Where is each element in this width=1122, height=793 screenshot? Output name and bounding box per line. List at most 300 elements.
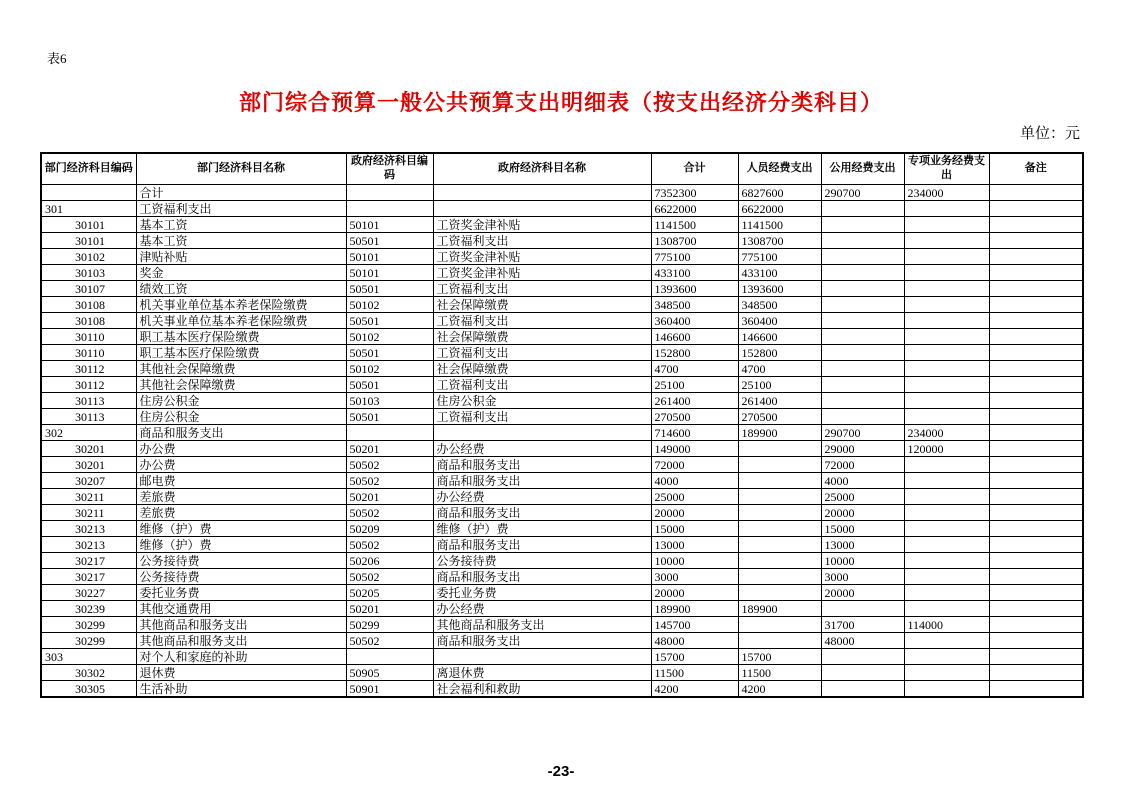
dept-code-cell: 30207 [41, 473, 136, 489]
gov-code-cell: 50501 [346, 313, 433, 329]
gov-code-cell: 50502 [346, 569, 433, 585]
table-row [41, 585, 1083, 601]
gov-name-cell: 公务接待费 [433, 553, 651, 569]
total-cell: 146600 [651, 329, 738, 345]
table-row [41, 217, 1083, 233]
remarks-cell [989, 281, 1083, 297]
special-expense-cell [904, 201, 989, 217]
public-expense-cell: 4000 [821, 473, 904, 489]
dept-code-cell [41, 185, 136, 201]
personnel-expense-cell: 189900 [738, 425, 821, 441]
public-expense-cell [821, 297, 904, 313]
total-cell: 348500 [651, 297, 738, 313]
table-row [41, 681, 1083, 698]
total-cell: 20000 [651, 585, 738, 601]
public-expense-cell: 3000 [821, 569, 904, 585]
public-expense-cell: 10000 [821, 553, 904, 569]
gov-name-cell: 商品和服务支出 [433, 569, 651, 585]
personnel-expense-cell [738, 569, 821, 585]
page-title: 部门综合预算一般公共预算支出明细表（按支出经济分类科目） [238, 90, 883, 115]
total-cell: 1393600 [651, 281, 738, 297]
dept-name-cell: 基本工资 [136, 233, 346, 249]
dept-name-cell: 其他社会保障缴费 [136, 361, 346, 377]
table-row [41, 537, 1083, 553]
personnel-expense-cell: 433100 [738, 265, 821, 281]
personnel-expense-cell [738, 537, 821, 553]
total-cell: 1141500 [651, 217, 738, 233]
remarks-cell [989, 649, 1083, 665]
dept-code-cell: 30113 [41, 393, 136, 409]
total-cell: 15000 [651, 521, 738, 537]
table-row [41, 345, 1083, 361]
gov-code-cell: 50501 [346, 281, 433, 297]
public-expense-cell: 25000 [821, 489, 904, 505]
total-cell: 3000 [651, 569, 738, 585]
remarks-cell [989, 505, 1083, 521]
remarks-cell [989, 297, 1083, 313]
personnel-expense-cell [738, 473, 821, 489]
special-expense-cell [904, 633, 989, 649]
table-row [41, 185, 1083, 201]
special-expense-cell [904, 361, 989, 377]
table-row [41, 329, 1083, 345]
dept-name-cell: 商品和服务支出 [136, 425, 346, 441]
remarks-cell [989, 665, 1083, 681]
table-row [41, 393, 1083, 409]
remarks-cell [989, 217, 1083, 233]
dept-name-cell: 办公费 [136, 441, 346, 457]
dept-name-cell: 基本工资 [136, 217, 346, 233]
public-expense-cell [821, 665, 904, 681]
public-expense-cell [821, 377, 904, 393]
gov-code-cell: 50103 [346, 393, 433, 409]
dept-code-cell: 30107 [41, 281, 136, 297]
total-cell: 15700 [651, 649, 738, 665]
total-cell: 775100 [651, 249, 738, 265]
dept-name-cell: 其他商品和服务支出 [136, 617, 346, 633]
gov-code-cell: 50201 [346, 441, 433, 457]
dept-name-cell: 公务接待费 [136, 553, 346, 569]
gov-name-cell: 商品和服务支出 [433, 457, 651, 473]
dept-name-cell: 办公费 [136, 457, 346, 473]
table-label: 表6 [47, 51, 67, 66]
dept-code-cell: 302 [41, 425, 136, 441]
public-expense-cell: 72000 [821, 457, 904, 473]
table-row [41, 473, 1083, 489]
gov-name-cell: 商品和服务支出 [433, 505, 651, 521]
dept-name-cell: 邮电费 [136, 473, 346, 489]
remarks-cell [989, 185, 1083, 201]
expenditure-table [40, 152, 1084, 698]
total-cell: 360400 [651, 313, 738, 329]
remarks-cell [989, 409, 1083, 425]
public-expense-cell [821, 681, 904, 698]
remarks-cell [989, 425, 1083, 441]
public-expense-cell [821, 249, 904, 265]
special-expense-cell [904, 393, 989, 409]
table-row [41, 361, 1083, 377]
personnel-expense-cell: 11500 [738, 665, 821, 681]
personnel-expense-cell [738, 457, 821, 473]
gov-name-cell: 工资福利支出 [433, 377, 651, 393]
gov-name-cell: 社会保障缴费 [433, 297, 651, 313]
special-expense-cell [904, 665, 989, 681]
gov-code-cell: 50102 [346, 329, 433, 345]
dept-name-cell: 职工基本医疗保险缴费 [136, 345, 346, 361]
header-total: 合计 [651, 153, 738, 185]
gov-code-cell: 50905 [346, 665, 433, 681]
gov-name-cell: 维修（护）费 [433, 521, 651, 537]
dept-name-cell: 机关事业单位基本养老保险缴费 [136, 313, 346, 329]
remarks-cell [989, 361, 1083, 377]
public-expense-cell: 13000 [821, 537, 904, 553]
special-expense-cell [904, 281, 989, 297]
personnel-expense-cell: 261400 [738, 393, 821, 409]
table-row [41, 521, 1083, 537]
dept-name-cell: 住房公积金 [136, 409, 346, 425]
total-cell: 189900 [651, 601, 738, 617]
dept-code-cell: 30217 [41, 569, 136, 585]
dept-name-cell: 对个人和家庭的补助 [136, 649, 346, 665]
personnel-expense-cell: 6622000 [738, 201, 821, 217]
remarks-cell [989, 681, 1083, 698]
remarks-cell [989, 601, 1083, 617]
special-expense-cell [904, 233, 989, 249]
gov-code-cell [346, 425, 433, 441]
special-expense-cell [904, 409, 989, 425]
public-expense-cell: 290700 [821, 185, 904, 201]
table-row [41, 201, 1083, 217]
gov-code-cell: 50502 [346, 505, 433, 521]
total-cell: 13000 [651, 537, 738, 553]
remarks-cell [989, 329, 1083, 345]
gov-name-cell: 办公经费 [433, 441, 651, 457]
gov-code-cell: 50102 [346, 297, 433, 313]
table-row [41, 569, 1083, 585]
dept-name-cell: 维修（护）费 [136, 521, 346, 537]
special-expense-cell [904, 537, 989, 553]
remarks-cell [989, 617, 1083, 633]
header-public-expense: 公用经费支出 [821, 153, 904, 185]
total-cell: 48000 [651, 633, 738, 649]
special-expense-cell [904, 377, 989, 393]
total-cell: 11500 [651, 665, 738, 681]
remarks-cell [989, 489, 1083, 505]
total-cell: 714600 [651, 425, 738, 441]
table-row [41, 649, 1083, 665]
gov-name-cell: 商品和服务支出 [433, 537, 651, 553]
dept-code-cell: 30211 [41, 489, 136, 505]
personnel-expense-cell: 146600 [738, 329, 821, 345]
special-expense-cell [904, 265, 989, 281]
total-cell: 261400 [651, 393, 738, 409]
total-cell: 4000 [651, 473, 738, 489]
gov-name-cell: 其他商品和服务支出 [433, 617, 651, 633]
gov-name-cell: 社会保障缴费 [433, 361, 651, 377]
personnel-expense-cell [738, 521, 821, 537]
dept-name-cell: 生活补助 [136, 681, 346, 698]
total-cell: 25100 [651, 377, 738, 393]
gov-name-cell: 工资福利支出 [433, 313, 651, 329]
personnel-expense-cell [738, 617, 821, 633]
gov-code-cell: 50101 [346, 249, 433, 265]
header-gov-name: 政府经济科目名称 [433, 153, 651, 185]
dept-code-cell: 30239 [41, 601, 136, 617]
dept-code-cell: 30213 [41, 521, 136, 537]
table-header-row [41, 153, 1083, 185]
gov-name-cell: 商品和服务支出 [433, 633, 651, 649]
public-expense-cell [821, 393, 904, 409]
table-row [41, 297, 1083, 313]
dept-code-cell: 30110 [41, 345, 136, 361]
public-expense-cell: 20000 [821, 585, 904, 601]
gov-code-cell: 50205 [346, 585, 433, 601]
gov-code-cell [346, 649, 433, 665]
remarks-cell [989, 537, 1083, 553]
remarks-cell [989, 313, 1083, 329]
special-expense-cell [904, 569, 989, 585]
gov-name-cell [433, 201, 651, 217]
special-expense-cell [904, 601, 989, 617]
gov-name-cell: 工资福利支出 [433, 409, 651, 425]
gov-code-cell: 50502 [346, 457, 433, 473]
special-expense-cell [904, 553, 989, 569]
dept-code-cell: 30112 [41, 361, 136, 377]
personnel-expense-cell [738, 553, 821, 569]
dept-name-cell: 退休费 [136, 665, 346, 681]
gov-name-cell: 工资奖金津补贴 [433, 249, 651, 265]
personnel-expense-cell: 1393600 [738, 281, 821, 297]
personnel-expense-cell: 348500 [738, 297, 821, 313]
dept-code-cell: 30201 [41, 441, 136, 457]
remarks-cell [989, 457, 1083, 473]
public-expense-cell: 15000 [821, 521, 904, 537]
table-body [41, 185, 1083, 698]
dept-code-cell: 30102 [41, 249, 136, 265]
gov-name-cell: 工资福利支出 [433, 233, 651, 249]
total-cell: 152800 [651, 345, 738, 361]
gov-name-cell: 办公经费 [433, 489, 651, 505]
dept-name-cell: 职工基本医疗保险缴费 [136, 329, 346, 345]
header-remarks: 备注 [989, 153, 1083, 185]
gov-name-cell: 住房公积金 [433, 393, 651, 409]
gov-name-cell: 离退休费 [433, 665, 651, 681]
dept-code-cell: 30299 [41, 633, 136, 649]
gov-name-cell [433, 425, 651, 441]
public-expense-cell [821, 265, 904, 281]
dept-code-cell: 30201 [41, 457, 136, 473]
personnel-expense-cell: 4700 [738, 361, 821, 377]
public-expense-cell [821, 313, 904, 329]
total-cell: 149000 [651, 441, 738, 457]
special-expense-cell: 114000 [904, 617, 989, 633]
header-personnel-expense: 人员经费支出 [738, 153, 821, 185]
public-expense-cell [821, 233, 904, 249]
dept-name-cell: 维修（护）费 [136, 537, 346, 553]
gov-name-cell [433, 185, 651, 201]
gov-code-cell: 50101 [346, 217, 433, 233]
dept-code-cell: 30101 [41, 217, 136, 233]
remarks-cell [989, 553, 1083, 569]
remarks-cell [989, 201, 1083, 217]
table-row [41, 441, 1083, 457]
table-row [41, 489, 1083, 505]
table-row [41, 281, 1083, 297]
dept-name-cell: 差旅费 [136, 489, 346, 505]
personnel-expense-cell [738, 489, 821, 505]
remarks-cell [989, 233, 1083, 249]
total-cell: 20000 [651, 505, 738, 521]
special-expense-cell [904, 249, 989, 265]
public-expense-cell [821, 649, 904, 665]
gov-code-cell: 50201 [346, 489, 433, 505]
dept-name-cell: 公务接待费 [136, 569, 346, 585]
special-expense-cell [904, 521, 989, 537]
special-expense-cell [904, 585, 989, 601]
total-cell: 433100 [651, 265, 738, 281]
special-expense-cell [904, 489, 989, 505]
gov-code-cell: 50501 [346, 377, 433, 393]
dept-name-cell: 工资福利支出 [136, 201, 346, 217]
special-expense-cell: 234000 [904, 185, 989, 201]
dept-name-cell: 其他社会保障缴费 [136, 377, 346, 393]
personnel-expense-cell: 1308700 [738, 233, 821, 249]
dept-name-cell: 住房公积金 [136, 393, 346, 409]
gov-code-cell: 50501 [346, 233, 433, 249]
special-expense-cell [904, 681, 989, 698]
personnel-expense-cell: 152800 [738, 345, 821, 361]
special-expense-cell: 234000 [904, 425, 989, 441]
gov-name-cell [433, 649, 651, 665]
dept-code-cell: 30302 [41, 665, 136, 681]
remarks-cell [989, 345, 1083, 361]
gov-code-cell: 50501 [346, 345, 433, 361]
gov-name-cell: 工资福利支出 [433, 281, 651, 297]
special-expense-cell [904, 313, 989, 329]
gov-name-cell: 工资奖金津补贴 [433, 265, 651, 281]
table-row [41, 553, 1083, 569]
gov-code-cell: 50299 [346, 617, 433, 633]
gov-code-cell: 50209 [346, 521, 433, 537]
public-expense-cell [821, 409, 904, 425]
remarks-cell [989, 473, 1083, 489]
public-expense-cell: 48000 [821, 633, 904, 649]
gov-code-cell: 50201 [346, 601, 433, 617]
gov-code-cell [346, 201, 433, 217]
personnel-expense-cell: 15700 [738, 649, 821, 665]
special-expense-cell [904, 217, 989, 233]
special-expense-cell [904, 457, 989, 473]
table-row [41, 377, 1083, 393]
public-expense-cell: 29000 [821, 441, 904, 457]
table-row [41, 665, 1083, 681]
remarks-cell [989, 393, 1083, 409]
gov-name-cell: 委托业务费 [433, 585, 651, 601]
table-row [41, 265, 1083, 281]
public-expense-cell [821, 201, 904, 217]
public-expense-cell [821, 329, 904, 345]
table-row [41, 505, 1083, 521]
dept-code-cell: 30113 [41, 409, 136, 425]
special-expense-cell [904, 505, 989, 521]
total-cell: 4200 [651, 681, 738, 698]
remarks-cell [989, 265, 1083, 281]
dept-code-cell: 30108 [41, 297, 136, 313]
dept-code-cell: 30299 [41, 617, 136, 633]
dept-name-cell: 其他交通费用 [136, 601, 346, 617]
dept-name-cell: 津贴补贴 [136, 249, 346, 265]
personnel-expense-cell: 25100 [738, 377, 821, 393]
dept-name-cell: 差旅费 [136, 505, 346, 521]
total-cell: 270500 [651, 409, 738, 425]
dept-code-cell: 30110 [41, 329, 136, 345]
dept-code-cell: 30112 [41, 377, 136, 393]
public-expense-cell [821, 281, 904, 297]
special-expense-cell [904, 649, 989, 665]
gov-name-cell: 商品和服务支出 [433, 473, 651, 489]
gov-name-cell: 办公经费 [433, 601, 651, 617]
dept-name-cell: 奖金 [136, 265, 346, 281]
personnel-expense-cell: 4200 [738, 681, 821, 698]
personnel-expense-cell: 360400 [738, 313, 821, 329]
gov-code-cell [346, 185, 433, 201]
table-row [41, 249, 1083, 265]
personnel-expense-cell: 1141500 [738, 217, 821, 233]
remarks-cell [989, 441, 1083, 457]
dept-name-cell: 其他商品和服务支出 [136, 633, 346, 649]
personnel-expense-cell [738, 505, 821, 521]
gov-name-cell: 社会福利和救助 [433, 681, 651, 698]
dept-code-cell: 30227 [41, 585, 136, 601]
personnel-expense-cell: 6827600 [738, 185, 821, 201]
special-expense-cell: 120000 [904, 441, 989, 457]
public-expense-cell [821, 361, 904, 377]
total-cell: 1308700 [651, 233, 738, 249]
dept-name-cell: 委托业务费 [136, 585, 346, 601]
gov-code-cell: 50102 [346, 361, 433, 377]
dept-code-cell: 30101 [41, 233, 136, 249]
remarks-cell [989, 521, 1083, 537]
table-row [41, 457, 1083, 473]
personnel-expense-cell: 775100 [738, 249, 821, 265]
gov-name-cell: 工资福利支出 [433, 345, 651, 361]
header-dept-name: 部门经济科目名称 [136, 153, 346, 185]
header-special-expense: 专项业务经费支出 [904, 153, 989, 185]
public-expense-cell [821, 345, 904, 361]
special-expense-cell [904, 473, 989, 489]
total-cell: 10000 [651, 553, 738, 569]
header-dept-code: 部门经济科目编码 [41, 153, 136, 185]
personnel-expense-cell [738, 633, 821, 649]
special-expense-cell [904, 345, 989, 361]
dept-code-cell: 30211 [41, 505, 136, 521]
dept-name-cell: 合计 [136, 185, 346, 201]
total-cell: 4700 [651, 361, 738, 377]
gov-code-cell: 50502 [346, 633, 433, 649]
personnel-expense-cell: 270500 [738, 409, 821, 425]
remarks-cell [989, 377, 1083, 393]
personnel-expense-cell: 189900 [738, 601, 821, 617]
header-gov-code: 政府经济科目编码 [346, 153, 433, 185]
total-cell: 72000 [651, 457, 738, 473]
gov-code-cell: 50502 [346, 473, 433, 489]
total-cell: 6622000 [651, 201, 738, 217]
public-expense-cell [821, 601, 904, 617]
remarks-cell [989, 569, 1083, 585]
total-cell: 7352300 [651, 185, 738, 201]
gov-name-cell: 工资奖金津补贴 [433, 217, 651, 233]
dept-code-cell: 30305 [41, 681, 136, 698]
